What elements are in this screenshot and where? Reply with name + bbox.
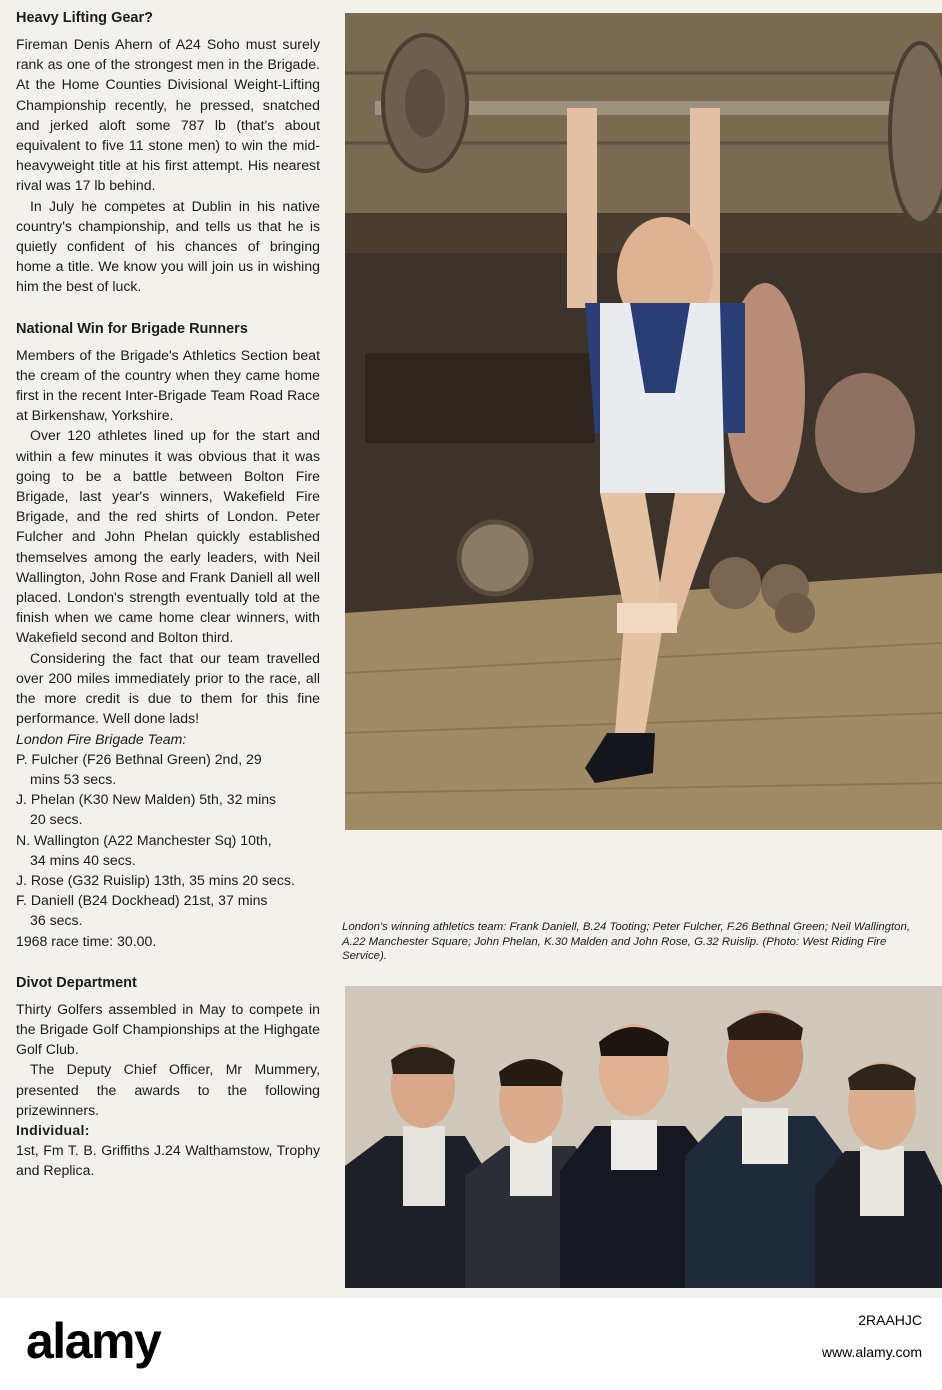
result-entry: J. Rose (G32 Ruislip) 13th, 35 mins 20 secs.: [16, 871, 295, 888]
article1-paragraph-2: In July he competes at Dublin in his native country's championship, and tells us that he is quietly confident of his chances of bringing home a title. We know you will join us in wishing him the best of luck.: [16, 197, 320, 295]
article3-paragraph-1: Thirty Golfers assembled in May to compete in the Brigade Golf Championships at the Highgate Golf Club.: [16, 1000, 320, 1058]
result-entry: F. Daniell (B24 Dockhead) 21st, 37 mins 36 secs.: [16, 892, 268, 929]
article1-paragraph-1: Fireman Denis Ahern of A24 Soho must surely rank as one of the strongest men in the Brigade. At the Home Counties Divisional Weight-Lifting Championship recently, he pressed, snatched and jerked aloft some 787 lb (that's about equivalent to five 11 stone men) to win the mid-heavyweight title at his first attempt. His nearest rival was 17 lb behind.: [16, 36, 320, 194]
image-id: 2RAAHJC: [858, 1312, 922, 1328]
weightlifter-photo: [345, 13, 942, 830]
article2-paragraph-2: Over 120 athletes lined up for the start and within a few minutes it was obvious that it was going to be a battle between Bolton Fire Brigade, last year's winners, Wakefield Fire Brigade, and the red shirts of London. Peter Fulcher and John Phelan quickly established themselves among the early leaders, with Neil Wallington, John Rose and Frank Daniell all well placed. London's strength eventually told at the finish when we came home clear winners, with Wakefield second and Bolton third.: [16, 427, 320, 646]
article2-paragraph-3: Considering the fact that our team travelled over 200 miles immediately prior to the race, all the more credit is due to them for this fine performance. Well done lads!: [16, 649, 320, 727]
alamy-logo: alamy: [26, 1313, 161, 1369]
first-prize: 1st, Fm T. B. Griffiths J.24 Walthamstow, Trophy and Replica.: [16, 1142, 320, 1179]
article3-paragraph-2: The Deputy Chief Officer, Mr Mummery, presented the awards to the following prizewinners.: [16, 1061, 320, 1118]
heading-divot-department: Divot Department: [16, 974, 137, 991]
result-entry: J. Phelan (K30 New Malden) 5th, 32 mins 20 secs.: [16, 791, 277, 828]
athletics-team-photo: [345, 986, 942, 1288]
team-label: London Fire Brigade Team:: [16, 730, 187, 747]
individual-label: Individual:: [16, 1121, 90, 1138]
article2-paragraph-1: Members of the Brigade's Athletics Section beat the cream of the country when they came home first in the recent Inter-Brigade Team Road Race at Birkenshaw, Yorkshire.: [16, 346, 320, 424]
stock-watermark-bar: [0, 1298, 942, 1390]
heading-heavy-lifting: Heavy Lifting Gear?: [16, 10, 153, 26]
left-text-column: [16, 8, 320, 1181]
result-entry: P. Fulcher (F26 Bethnal Green) 2nd, 29 mins 53 secs.: [16, 750, 262, 787]
site-url: www.alamy.com: [821, 1344, 922, 1360]
result-entry: N. Wallington (A22 Manchester Sq) 10th, 34 mins 40 secs.: [16, 831, 272, 868]
heading-national-win: National Win for Brigade Runners: [16, 320, 248, 337]
race-time: 1968 race time: 30.00.: [16, 932, 157, 949]
photo-caption: London's winning athletics team: Frank Daniell, B.24 Tooting; Peter Fulcher, F.26 Bethnal Green; Neil Wallington, A.22 Manchester Square; John Phelan, K.30 Malden and John Rose, G.32 Ruislip. (Photo: West Riding Fire Service).: [342, 921, 911, 963]
